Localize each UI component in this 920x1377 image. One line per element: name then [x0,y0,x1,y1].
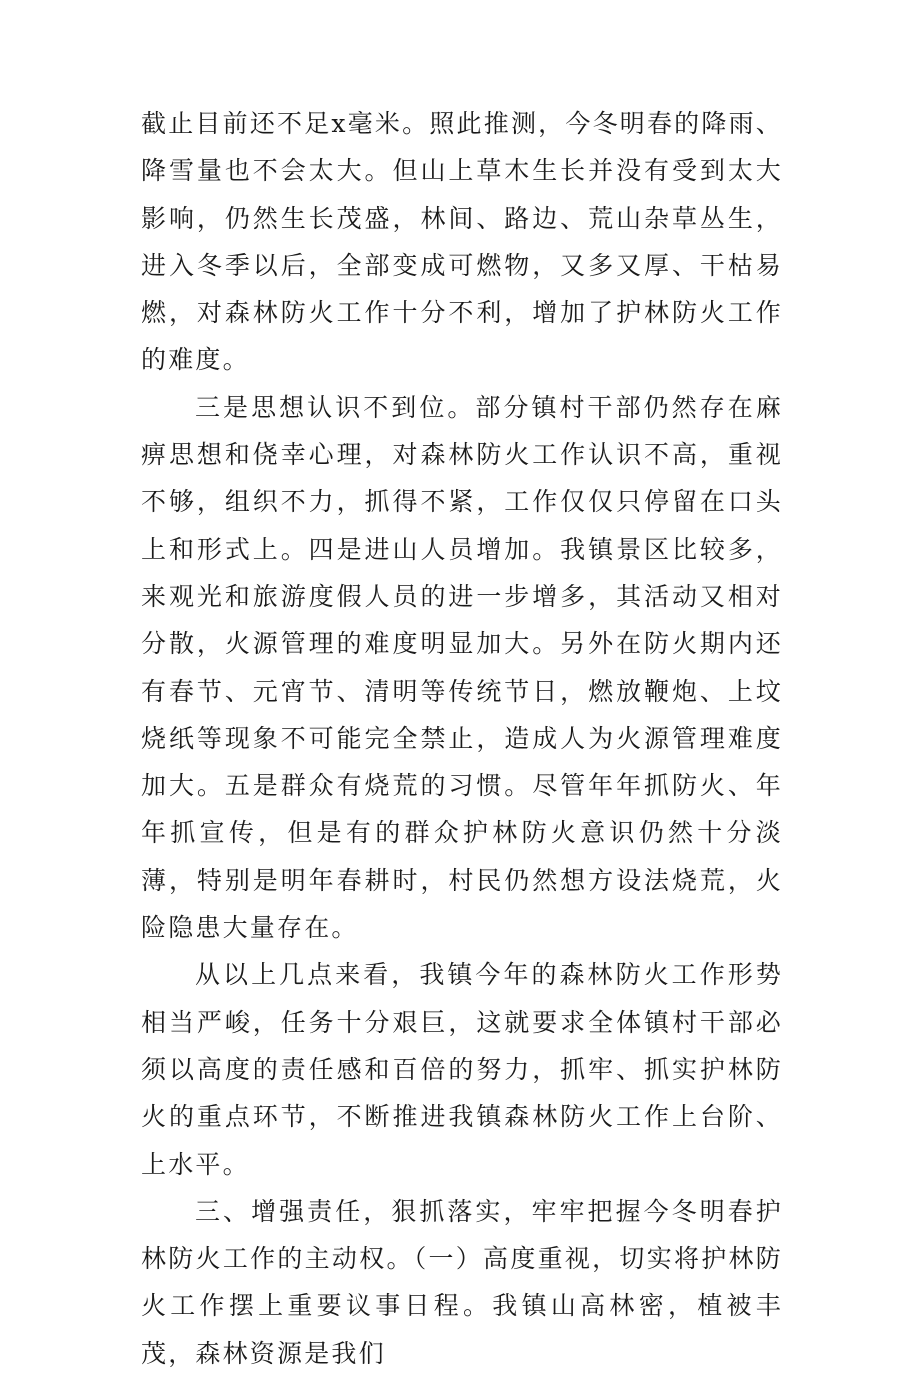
paragraph-2: 三是思想认识不到位。部分镇村干部仍然存在麻痹思想和侥幸心理，对森林防火工作认识不高，重视不够，组织不力，抓得不紧，工作仅仅只停留在口头上和形式上。四是进山人员增加。我镇景区比较多，来观光和旅游度假人员的进一步增多，其活动又相对分散，火源管理的难度明显加大。另外在防火期内还有春节、元宵节、清明等传统节日，燃放鞭炮、上坟烧纸等现象不可能完全禁止，造成人为火源管理难度加大。五是群众有烧荒的习惯。尽管年年抓防火、年年抓宣传，但是有的群众护林防火意识仍然十分淡薄，特别是明年春耕时，村民仍然想方设法烧荒，火险隐患大量存在。 [141,392,783,943]
paragraph-4: 三、增强责任，狠抓落实，牢牢把握今冬明春护林防火工作的主动权。（一）高度重视，切实将护林防火工作摆上重要议事日程。我镇山高林密，植被丰茂，森林资源是我们 [141,1196,783,1368]
paragraph-1: 截止目前还不足x毫米。照此推测，今冬明春的降雨、降雪量也不会太大。但山上草木生长并没有受到太大影响，仍然生长茂盛，林间、路边、荒山杂草丛生，进入冬季以后，全部变成可燃物，又多又厚、干枯易燃，对森林防火工作十分不利，增加了护林防火工作的难度。 [141,109,783,375]
paragraph-3: 从以上几点来看，我镇今年的森林防火工作形势相当严峻，任务十分艰巨，这就要求全体镇村干部必须以高度的责任感和百倍的努力，抓牢、抓实护林防火的重点环节，不断推进我镇森林防火工作上台阶、上水平。 [141,960,783,1179]
document-body [141,100,783,1377]
